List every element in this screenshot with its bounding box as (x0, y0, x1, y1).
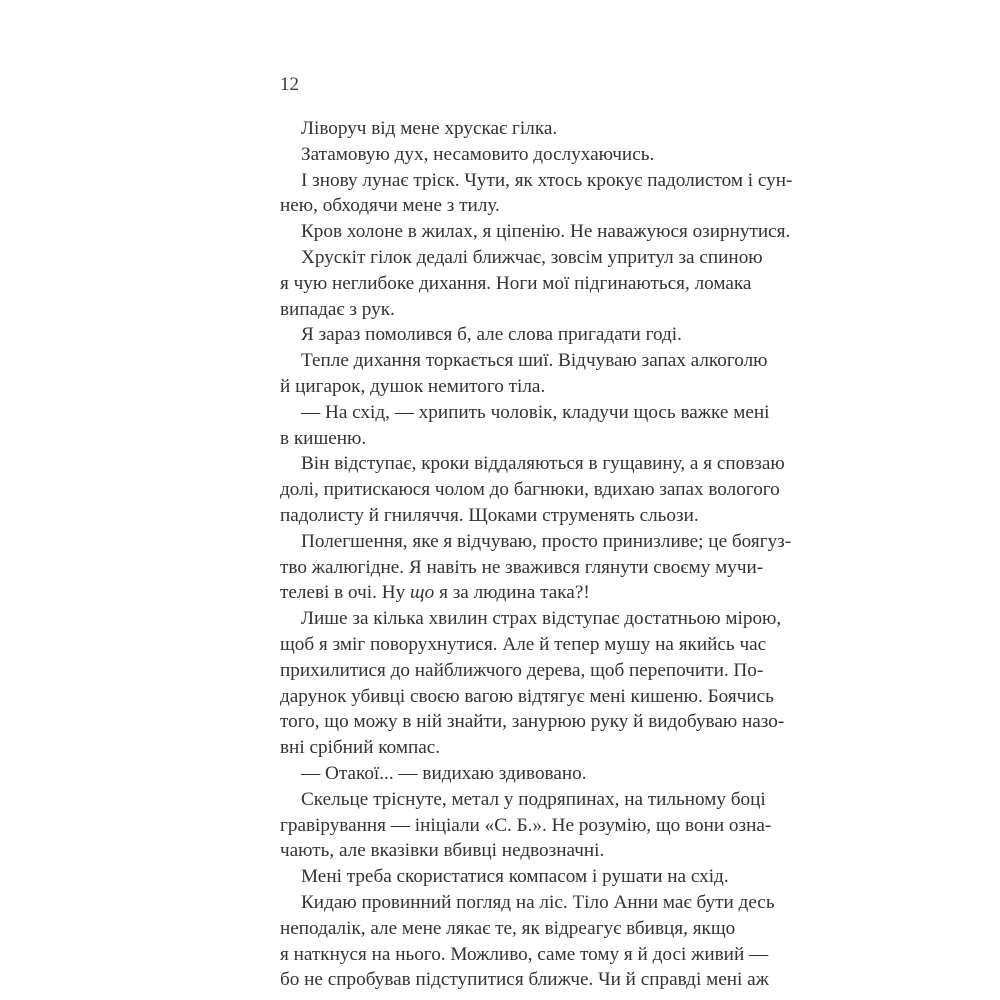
text-line: бо не спробував підступитися ближче. Чи й справді мені аж (280, 969, 769, 991)
paragraph (280, 864, 729, 890)
text-line: Затамовую дух, несамовито дослухаючись. (301, 143, 655, 165)
text-line: чають, але вказівки вбивці недвозначні. (280, 840, 605, 862)
text-line: дарунок убивці своєю вагою відтягує мені кишеню. Боячись (280, 685, 774, 707)
text-line: падолисту й гниляччя. Щоками струменять сльози. (280, 504, 699, 526)
text-line: нею, обходячи мене з тилу. (280, 195, 500, 217)
text-line: Мені треба скористатися компасом і рушати на схід. (301, 866, 729, 888)
paragraph (280, 529, 792, 606)
paragraph (280, 400, 770, 452)
text-line: Я зараз помолився б, але слова пригадати годі. (301, 324, 682, 346)
text-line: телеві в очі. Ну що я за людина така?! (280, 582, 590, 604)
text-line: й цигарок, душок немитого тіла. (280, 375, 546, 397)
text-line: в кишеню. (280, 427, 367, 449)
paragraph (280, 787, 772, 864)
text-line: — На схід, — хрипить чоловік, кладучи щось важке мені (301, 401, 770, 423)
text-line: Полегшення, яке я відчуваю, просто принизливе; це боягуз- (301, 530, 792, 552)
text-line: Він відступає, кроки віддаляються в гущавину, а я сповзаю (301, 453, 785, 475)
text-line: Ліворуч від мене хрускає гілка. (301, 118, 558, 139)
text-line: І знову лунає тріск. Чути, як хтось крокує падолистом і сун- (301, 169, 793, 191)
text-line: я чую неглибоке дихання. Ноги мої підгинаються, ломака (280, 272, 752, 294)
text-line: Кров холоне в жилах, я ціпенію. Не наважуюся озирнутися. (301, 221, 791, 243)
text-line: Кидаю провинний погляд на ліс. Тіло Анни має бути десь (301, 891, 775, 913)
text-line: я наткнуся на нього. Можливо, саме тому я й досі живий — (280, 943, 769, 965)
page-number: 12 (280, 74, 299, 95)
paragraph (280, 142, 706, 168)
paragraph (280, 245, 763, 322)
paragraph (280, 451, 785, 528)
body-text (280, 116, 793, 993)
paragraph (280, 890, 775, 993)
text-line: щоб я зміг поворухнутися. Але й тепер мушу на якийсь час (280, 633, 767, 655)
paragraph (280, 761, 706, 787)
paragraph (280, 322, 706, 348)
text-line: — Отакої... — видихаю здивовано. (301, 762, 587, 784)
paragraph (280, 219, 791, 245)
paragraph (280, 168, 793, 220)
text-line: Хрускіт гілок дедалі ближчає, зовсім упритул за спиною (301, 246, 763, 268)
text-line: долі, притискаюся чолом до багнюки, вдихаю запах вологого (280, 479, 780, 501)
text-line: Скельце тріснуте, метал у подряпинах, на тильному боці (301, 788, 766, 810)
text-line: тво жалюгідне. Я навіть не зважився глянути своєму мучи- (280, 556, 764, 578)
text-line: вні срібний компас. (280, 737, 441, 759)
text-line: неподалік, але мене лякає те, як відреагує вбивця, якщо (280, 917, 736, 939)
text-line: гравірування — ініціали «С. Б.». Не розумію, що вони озна- (280, 814, 772, 836)
text-line: того, що можу в ній знайти, занурюю руку й видобуваю назо- (280, 711, 785, 733)
text-line: Лише за кілька хвилин страх відступає достатньою мірою, (301, 608, 782, 630)
paragraph (280, 116, 706, 142)
text-line: прихилитися до найближчого дерева, щоб перепочити. По- (280, 659, 764, 681)
paragraph (280, 606, 785, 761)
text-line: Тепле дихання торкається шиї. Відчуваю запах алкоголю (301, 350, 768, 372)
text-line: випадає з рук. (280, 298, 395, 320)
paragraph (280, 348, 768, 400)
emphasis: що (409, 582, 435, 604)
